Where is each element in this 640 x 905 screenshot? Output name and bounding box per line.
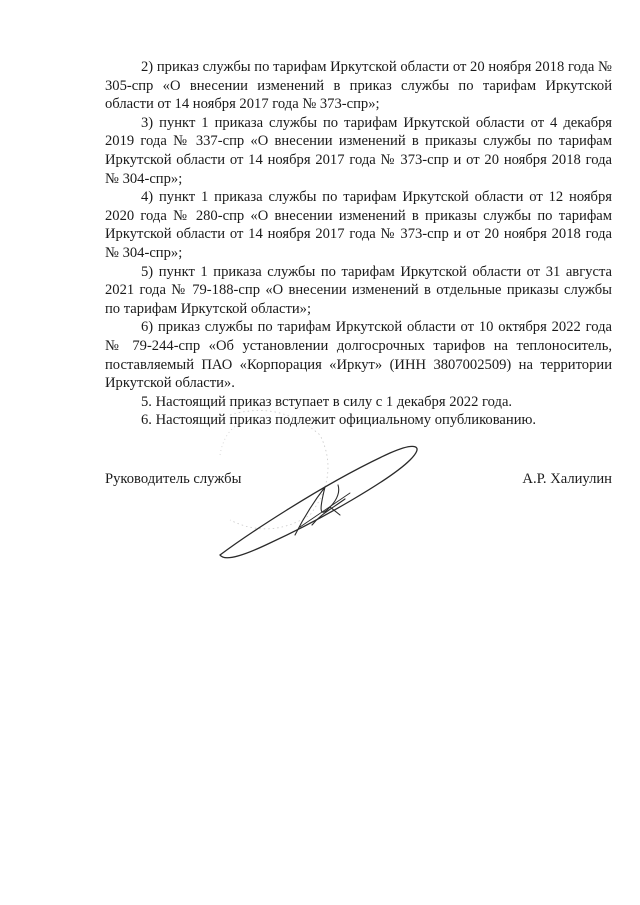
document-body	[105, 58, 612, 430]
paragraph-item-4: 4) пункт 1 приказа службы по тарифам Иркутской области от 12 ноября 2020 года № 280-спр «О внесении изменений в приказы службы по тарифам Иркутской области от 14 ноября 2017 года № 373-спр и от 20 ноября 2018 года № 304-спр»;	[105, 189, 612, 261]
signer-name: А.Р. Халиулин	[522, 471, 612, 487]
signer-role: Руководитель службы	[105, 471, 242, 487]
paragraph-item-3: 3) пункт 1 приказа службы по тарифам Иркутской области от 4 декабря 2019 года № 337-спр «О внесении изменений в приказы службы по тарифам Иркутской области от 14 ноября 2017 года № 373-спр и от 20 ноября 2018 года № 304-спр»;	[105, 114, 612, 187]
paragraph-publication: 6. Настоящий приказ подлежит официальному опубликованию.	[141, 412, 537, 429]
paragraph-item-2: 2) приказ службы по тарифам Иркутской области от 20 ноября 2018 года № 305-спр «О внесении изменений в приказ службы по тарифам Иркутской области от 14 ноября 2017 года № 373-спр»;	[105, 59, 612, 113]
paragraph-item-6: 6) приказ службы по тарифам Иркутской области от 10 октября 2022 года № 79-244-спр «Об установлении долгосрочных тарифов на теплоноситель, поставляемый ПАО «Корпорация «Иркут» (ИНН 3807002509) на территории Иркутской области».	[105, 319, 612, 392]
paragraph-effective-date: 5. Настоящий приказ вступает в силу с 1 декабря 2022 года.	[141, 393, 513, 410]
paragraph-item-5: 5) пункт 1 приказа службы по тарифам Иркутской области от 31 августа 2021 года № 79-188-спр «О внесении изменений в отдельные приказы службы по тарифам Иркутской области»;	[105, 263, 612, 317]
handwritten-signature-icon	[200, 415, 440, 575]
